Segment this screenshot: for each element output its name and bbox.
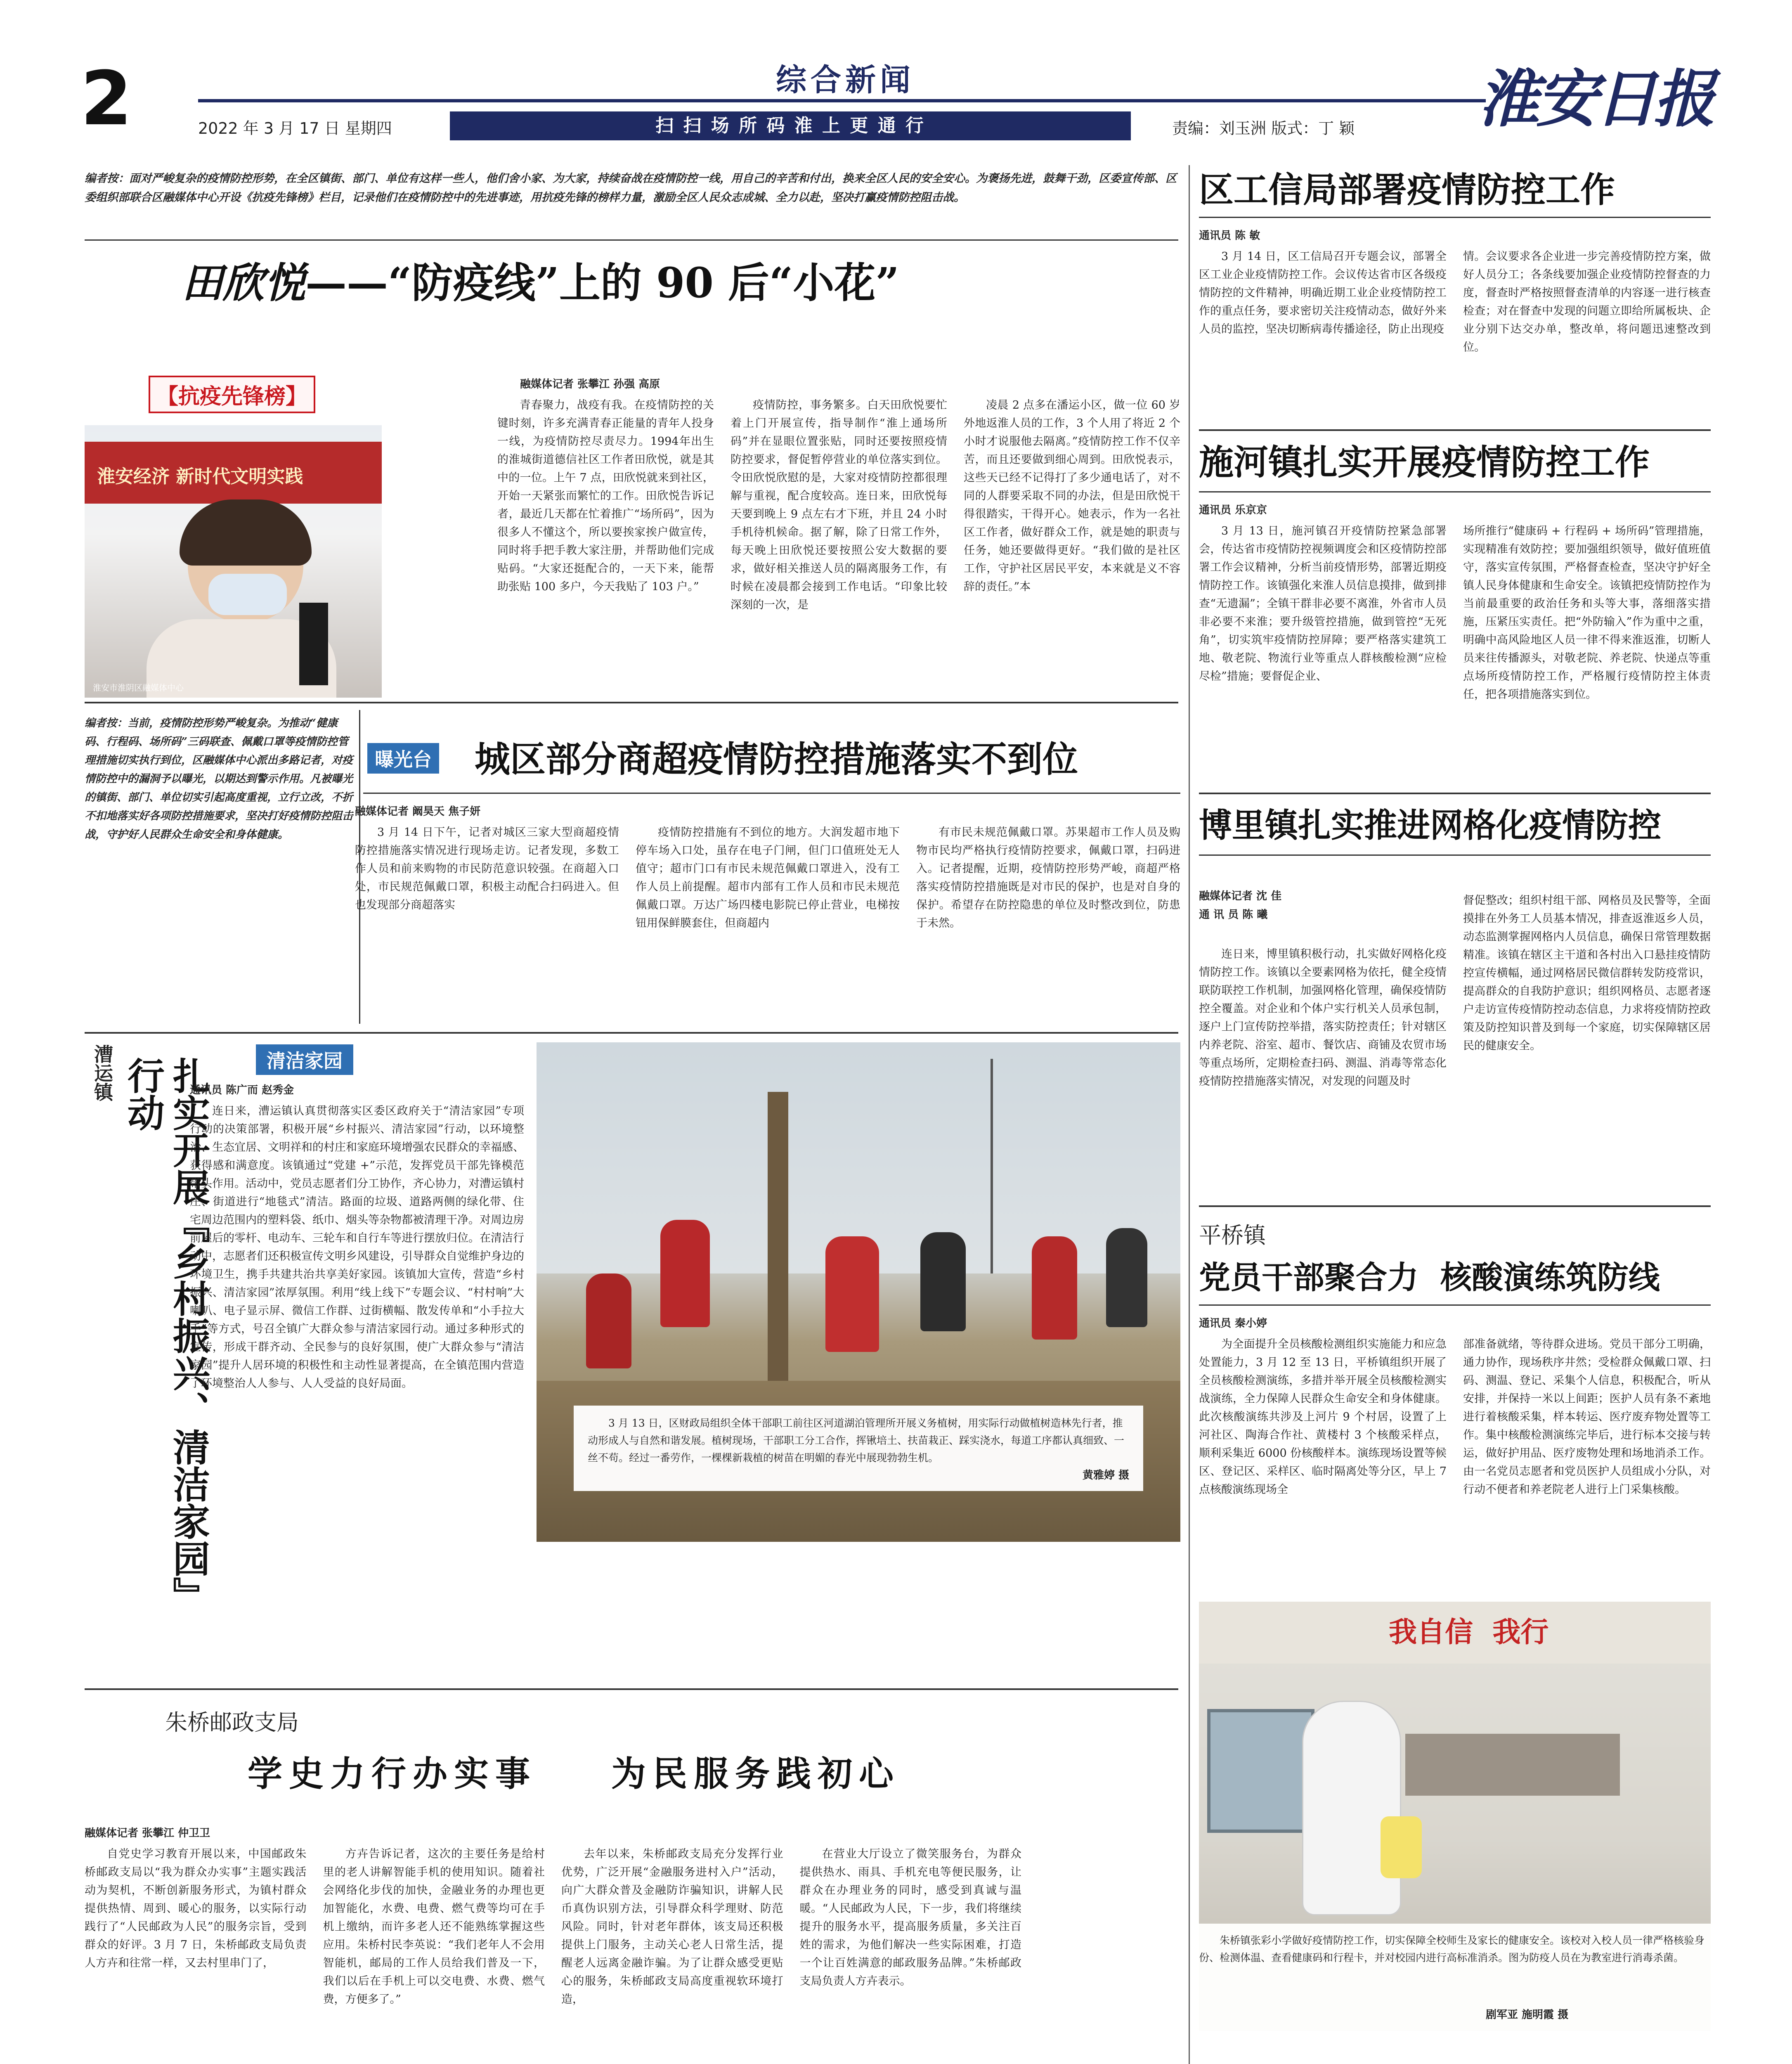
boli-byline-2: 通 讯 员 陈 曦 (1199, 909, 1268, 921)
boli-byline-1: 融媒体记者 沈 佳 (1199, 890, 1282, 902)
masthead-rule (198, 99, 1486, 102)
shihe-col-1: 3 月 13 日，施河镇召开疫情防控紧急部署会，传达省市疫情防控视频调度会和区疫情防控部署工作会议精神，分析当前疫情形势，部署近期疫情防控工作。该镇强化来淮人员信息摸排，做到排查“无遗漏”；全镇干群非必要不离淮，外省市人员非必要不来淮；要升级管控措施，做到管控“无死角”，切实筑牢疫情防控屏障；要严格落实建筑工地、敬老院、物流行业等重点人群核酸检测“应检尽检”措施；要督促企业、 (1199, 525, 1447, 683)
person (920, 1232, 966, 1331)
caoyun-caption: 3 月 13 日，区财政局组织全体干部职工前往区河道湖泊管理所开展义务植树，用实际行动做植树造林先行者，推动形成人与自然和谐发展。植树现场，干部职工分工合作，挥锹培土、扶苗栽正、踩实浇水，每道工序都认真细致、一丝不苟。经过一番劳作，一棵棵新栽植的树苗在明媚的春光中展现勃勃生机。 (588, 1417, 1125, 1464)
pingqiao-headline: 党员干部聚合力 核酸演练筑防线 (1199, 1259, 1660, 1296)
supermarket-col-1: 3 月 14 日下午，记者对城区三家大型商超疫情防控措施落实情况进行现场走访。记者发现，多数工作人员和前来购物的市民防范意识较强。在商超入口处，市民规范佩戴口罩，积极主动配合扫码进入。但也发现部分商超落实 (355, 826, 619, 911)
pingqiao-kicker: 平桥镇 (1199, 1222, 1266, 1248)
supermarket-byline: 融媒体记者 阚昊天 焦子妍 (355, 805, 481, 818)
shihe-body (1199, 522, 1711, 704)
divider (85, 1688, 1178, 1690)
boli-headline: 博里镇扎实推进网格化疫情防控 (1199, 806, 1661, 845)
divider (85, 1032, 1178, 1034)
school-photo (1199, 1602, 1711, 2031)
editor-note-mid: 编者按：当前，疫情防控形势严峻复杂。为推动“健康码、行程码、场所码”三码联查、佩戴口罩等疫情防控管理措施切实执行到位，区融媒体中心派出多路记者，对疫情防控中的漏洞予以曝光，以期达到警示作用。凡被曝光的镇街、部门、单位切实引起高度重视，立行立改，不折不扣地落实好各项防控措施要求，坚决打好疫情防控阻击战，守护好人民群众生命安全和身体健康。 (85, 717, 353, 841)
person-vest (586, 1273, 631, 1368)
issue-date: 2022 年 3 月 17 日 星期四 (198, 119, 392, 137)
divider (1199, 429, 1711, 431)
caoyun-photo-credit: 黄雅婷 摄 (1082, 1469, 1129, 1482)
divider (1199, 793, 1711, 794)
editors-credit: 责编：刘玉洲 版式：丁 颖 (1172, 119, 1355, 137)
window (1207, 1709, 1314, 1833)
power-pole (991, 1059, 993, 1273)
supermarket-col-2: 疫情防控措施有不到位的地方。大润发超市地下停车场入口处，虽存在电子门闸，但门口值班处无人值守；超市门口有市民未规范佩戴口罩进入，没有工作人员上前提醒。超市内部有工作人员和市民未规范佩戴口罩。万达广场四楼电影院已停止营业，电梯按钮用保鲜膜套住，但商超内 (636, 826, 900, 930)
clean-home-tag: 清洁家园 (256, 1044, 353, 1075)
section-title: 综合新闻 (776, 62, 915, 98)
tian-byline: 融媒体记者 张攀江 孙强 高原 (520, 378, 660, 391)
person-vest (825, 1236, 879, 1352)
zhuqiao-col-3: 去年以来，朱桥邮政支局充分发挥行业优势，广泛开展“金融服务进村入户”活动，向广大群众普及金融防诈骗知识，讲解人民币真伪识别方法，引导群众科学理财、防范风险。同时，针对老年群体，该支局还积极提供上门服务，主动关心老人日常生活，提醒老人远离金融诈骗。为了让群众感受更贴心的服务，朱桥邮政支局高度重视软环境打造， (561, 1848, 783, 2006)
zhuqiao-headline: 学史力行办实事 为民服务践初心 (248, 1754, 900, 1794)
caoyun-photo (537, 1042, 1180, 1542)
newspaper-logo (1478, 58, 1725, 140)
microphone (299, 603, 328, 685)
zhuqiao-col-4: 在营业大厅设立了微笑服务台，为群众提供热水、雨具、手机充电等便民服务，让群众在办理业务的同时，感受到真诚与温暖。“人民邮政为人民，下一步，我们将继续提升的服务水平，提高服务质量，多关注百姓的需求，为他们解决一些实际困难，打造一个让百姓满意的邮政服务品牌。”朱桥邮政支局负责人方卉表示。 (799, 1848, 1021, 1988)
person-vest (1032, 1236, 1077, 1340)
sprayer-tank (1381, 1816, 1422, 1878)
divider (1199, 491, 1711, 492)
divider (85, 702, 1178, 703)
shihe-byline: 通讯员 乐京京 (1199, 504, 1267, 516)
photo-watermark: 淮安市淮阴区融媒体中心 (93, 683, 184, 693)
shihe-col-2: 场所推行“健康码 + 行程码 + 场所码”管理措施，实现精准有效防控；要加强组织领导，做好值班值守，落实宣传氛围，严格督查检查，坚决守护好全镇人民身体健康和生命安全。该镇把疫情防控作为当前最重要的政治任务和头等大事，落细落实措施，压紧压实责任。把“外防输入”作为重中之重，明确中高风险地区人员一律不得来淮返淮，切断人员来往传播源头，对敬老院、养老院、快递点等重点场所疫情防控工作，严格履行疫情防控主体责任，把各项措施落实到位。 (1463, 525, 1711, 701)
person-vest (660, 1220, 710, 1327)
protective-suit (1302, 1701, 1401, 1915)
pingqiao-col-1: 为全面提升全员核酸检测组织实施能力和应急处置能力，3 月 12 至 13 日，平桥镇组织开展了全员核酸检测演练，多措并举开展全员核酸检测实战演练，全力保障人民群众生命安全和身体健康。此次核酸演练共涉及上河片 9 个村居，设置了上河社区、陶海合作社、黄楼村 3 个核酸采样点，顺利采集近 6000 份核酸样本。演练现场设置等候区、登记区、采样区、临时隔离处等分区，早上 7 点核酸演练现场全 (1199, 1338, 1447, 1496)
supermarket-tag (367, 743, 439, 774)
photo-caption-box (574, 1406, 1143, 1491)
caoyun-byline: 通讯员 陈广而 赵秀金 (190, 1084, 294, 1096)
desks (1405, 1734, 1620, 1796)
supermarket-headline: 城区部分商超疫情防控措施落实不到位 (475, 739, 1078, 780)
tian-col-1: 青春聚力，战疫有我。在疫情防控的关键时刻，许多充满青春正能量的青年人投身一线，为疫情防控尽责尽力。1994年出生的淮城街道德信社区工作者田欣悦，就是其中的一位。上午 7 点，田欣悦就来到社区，开始一天紧张而繁忙的工作。田欣悦告诉记者，最近几天都在忙着推广“场所码”，因为很多人不懂这个，所以要挨家挨户做宣传，同时将手把手教大家注册，并帮助他们完成贴码。“大家还挺配合的，一天下来，能帮助张贴 100 多户，今天我贴了 103 户。” (497, 399, 714, 593)
divider (85, 239, 1178, 241)
pingqiao-body (1199, 1335, 1711, 1499)
page-number: 2 (80, 56, 132, 142)
tian-headline (182, 254, 1131, 312)
caoyun-vertical-headline: 扎实开展『乡村振兴、清洁家园』行动 (121, 1057, 210, 1614)
zhuqiao-kicker: 朱桥邮政支局 (165, 1709, 299, 1735)
divider (1189, 165, 1190, 2064)
tian-body (497, 396, 1180, 614)
shihe-headline: 施河镇扎实开展疫情防控工作 (1199, 442, 1650, 483)
school-caption: 朱桥镇张彩小学做好疫情防控工作，切实保障全校师生及家长的健康安全。该校对入校人员一律严格核验身份、检测体温、查看健康码和行程卡，并对校园内进行高标准消杀。图为防疫人员在为教室进行消毒杀菌。 (1199, 1934, 1705, 1964)
tian-col-3: 凌晨 2 点多在潘运小区，做一位 60 岁外地返淮人员的工作，3 个人用了将近 2 个小时才说服他去隔离。”疫情防控工作不仅辛苦，而且还要做到细心周到。田欣悦表示，这些天已经不记得打了多少通电话了，对不同的人群要采取不同的办法，但是田欣悦干得很踏实，干得开心。她表示，作为一名社区工作者，做好群众工作，就是她的职责与任务，她还要做得更好。“我们做的是社区工作，守护社区居民平安，本来就是义不容辞的责任。”本 (964, 399, 1180, 593)
photo-banner (85, 442, 382, 504)
caoyun-tag (256, 1044, 353, 1075)
zhuqiao-byline: 融媒体记者 张攀江 仲卫卫 (85, 1827, 210, 1839)
tian-col-2: 疫情防控，事务繁多。白天田欣悦要忙着上门开展宣传，指导制作“淮上通场所码”并在显眼位置张贴，同时还要按照疫情防控要求，督促暂停营业的单位落实到位。令田欣悦欣慰的是，大家对疫情防控都很理解与重视，配合度较高。连日来，田欣悦每天要到晚上 9 点左右才下班，并且 24 小时手机待机候命。据了解，除了日常工作外，每天晚上田欣悦还要按照公安大数据的要求，做好相关推送人员的隔离服务工作，有时候在凌晨都会接到工作电话。“印象比较深刻的一次，是 (731, 399, 947, 611)
person-hair (180, 499, 312, 566)
slogan-banner (450, 111, 1131, 140)
person (1106, 1228, 1147, 1327)
zhuqiao-col-2: 方卉告诉记者，这次的主要任务是给村里的老人讲解智能手机的使用知识。随着社会网络化步伐的加快，金融业务的办理也更加智能化，水费、电费、燃气费等均可在手机上缴纳，而许多老人还不能熟练掌握这些应用。朱桥村民李英说：“我们老年人不会用智能机，邮局的工作人员给我们普及一下，我们以后在手机上可以交电费、水费、燃气费，方便多了。” (323, 1848, 545, 2006)
caoyun-body: 连日来，漕运镇认真贯彻落实区委区政府关于“清洁家园”专项行动的决策部署，积极开展“乡村振兴、清洁家园”行动，以环境整治、生态宜居、文明祥和的村庄和家庭环境增强农民群众的幸福感、获得感和满意度。该镇通过“党建 +”示范，发挥党员干部先锋模范带头作用。活动中，党员志愿者们分工协作，齐心协力，对漕运镇村庄、街道进行“地毯式”清洁。路面的垃圾、道路两侧的绿化带、住宅周边范围内的塑料袋、纸巾、烟头等杂物都被清理干净。对周边房前屋后的零杆、电动车、三轮车和自行车等进行摆放归位。在清洁行动中，志愿者们还积极宣传文明乡风建设，引导群众自觉维护身边的环境卫生，携手共建共治共享美好家园。该镇加大宣传，营造“乡村振兴、清洁家园”浓厚氛围。利用“线上线下”专题会议、“村村响”大喇叭、电子显示屏、微信工作群、过街横幅、散发传单和“小手拉大手”等方式，号召全镇广大群众参与清洁家园行动。通过多种形式的宣传，形成干群齐动、全民参与的良好氛围，使广大群众参与“清洁家园”提升人居环境的积极性和主动性显著提高，在全镇范围内营造了环境整治人人参与、人人受益的良好局面。 (190, 1105, 524, 1390)
tian-headline-rest: ——“防疫线”上的 90 后“小花” (305, 258, 899, 307)
caoyun-town: 漕运镇 (91, 1044, 113, 1101)
tian-tag: 【抗疫先锋榜】 (149, 376, 315, 413)
editor-note-top: 编者按：面对严峻复杂的疫情防控形势，在全区镇街、部门、单位有这样一些人，他们舍小家、为大家，持续奋战在疫情防控一线，用自己的辛苦和付出，换来全区人民的安全安心。为褒扬先进，鼓舞干劲，区委宣传部、区委组织部联合区融媒体中心开设《抗疫先锋榜》栏目，记录他们在疫情防控中的先进事迹，用抗疫先锋的榜样力量，激励全区人民众志成城、全力以赴，坚决打赢疫情防控阻击战。 (85, 172, 1177, 204)
slogan-text: 扫 扫 场 所 码 淮 上 更 通 行 (655, 115, 925, 136)
boli-col-2: 督促整改；组织村组干部、网格员及民警等，全面摸排在外务工人员基本情况，排查返淮返乡人员，动态监测掌握网格内人员信息，确保日常管理数据精准。该镇在辖区主干道和各村出入口悬挂疫情防控宣传横幅，通过网格居民微信群转发防疫常识，提高群众的自我防护意识；组织网格员、志愿者逐户走访宣传疫情防控动态信息，力求将疫情防控政策及防控知识普及到每一个家庭，切实保障辖区居民的健康安全。 (1463, 894, 1711, 1052)
pingqiao-col-2: 部准备就绪，等待群众进场。党员干部分工明确，通力协作，现场秩序井然；受检群众佩戴口罩、扫码、测温、登记、采集个人信息，积极配合，听从安排，并保持一米以上间距；医护人员有条不紊地进行着核酸采集，样本转运、医疗废弃物处置等工作。集中核酸检测演练完毕后，进行标本交接与转运，做好护用品、医疗废物处理和场地消杀工作。由一名党员志愿者和党员医护人员组成小分队，对行动不便者和养老院老人进行上门采集核酸。 (1463, 1338, 1711, 1496)
industry-body (1199, 248, 1711, 357)
photo-banner-text: 淮安经济 新时代文明实践 (97, 466, 303, 487)
pingqiao-byline: 通讯员 秦小婷 (1199, 1317, 1267, 1330)
logo-text: 淮安日报 (1478, 63, 1712, 135)
exposure-tag: 曝光台 (367, 743, 439, 774)
divider (363, 793, 1180, 794)
wall-slogan: 我自信 我行 (1389, 1616, 1549, 1649)
industry-headline: 区工信局部署疫情防控工作 (1199, 170, 1615, 210)
divider (1199, 1304, 1711, 1306)
industry-byline: 通讯员 陈 敏 (1199, 230, 1260, 242)
supermarket-body (355, 824, 1180, 933)
divider (1199, 217, 1711, 218)
school-photo-credit: 剧军亚 施明霞 摄 (1486, 2009, 1569, 2021)
divider (1199, 854, 1711, 856)
face-mask (208, 574, 287, 615)
tian-photo (85, 425, 382, 698)
divider (1199, 1205, 1711, 1207)
tian-headline-name: 田欣悦 (182, 259, 305, 307)
zhuqiao-body (85, 1845, 1021, 2009)
supermarket-col-3: 有市民未规范佩戴口罩。苏果超市工作人员及购物市民均严格执行疫情防控要求，佩戴口罩，扫码进入。记者提醒，近期，疫情防控形势严峻，商超严格落实疫情防控措施既是对市民的保护，也是对自身的保护。希望存在防控隐患的单位及时整改到位，防患于未然。 (916, 826, 1180, 930)
zhuqiao-col-1: 自党史学习教育开展以来，中国邮政朱桥邮政支局以“我为群众办实事”主题实践活动为契机，不断创新服务形式，为镇村群众提供热情、周到、暖心的服务，以实际行动践行了“人民邮政为人民”的服务宗旨，受到群众的好评。3 月 7 日，朱桥邮政支局负责人方卉和往常一样，又去村里串门了， (85, 1848, 307, 1969)
boli-col-1: 连日来，博里镇积极行动，扎实做好网格化疫情防控工作。该镇以全要素网格为依托，健全疫情联防联控工作机制，加强网格化管理，确保疫情防控全覆盖。对企业和个体户实行机关人员承包制，逐户上门宣传防控举措，落实防控责任；针对辖区内养老院、浴室、超市、餐饮店、商铺及农贸市场等重点场所，定期检查扫码、测温、消毒等常态化疫情防控措施落实情况，对发现的问题及时 (1199, 948, 1447, 1088)
industry-col-1: 3 月 14 日，区工信局召开专题会议，部署全区工业企业疫情防控工作。会议传达省市区各级疫情防控的文件精神，明确近期工业企业疫情防控工作的重点任务，要求密切关注疫情动态，做好外来人员的监控，坚决切断病毒传播途径，防止出现疫 (1199, 250, 1447, 336)
industry-col-2: 情。会议要求各企业进一步完善疫情防控方案，做好人员分工；各条线要加强企业疫情防控督查的力度，督查时严格按照督查清单的内容逐一进行核查检查；对在督查中发现的问题立即给所属板块、企业分别下达交办单，整改单，将问题迅速整改到位。 (1463, 250, 1711, 354)
